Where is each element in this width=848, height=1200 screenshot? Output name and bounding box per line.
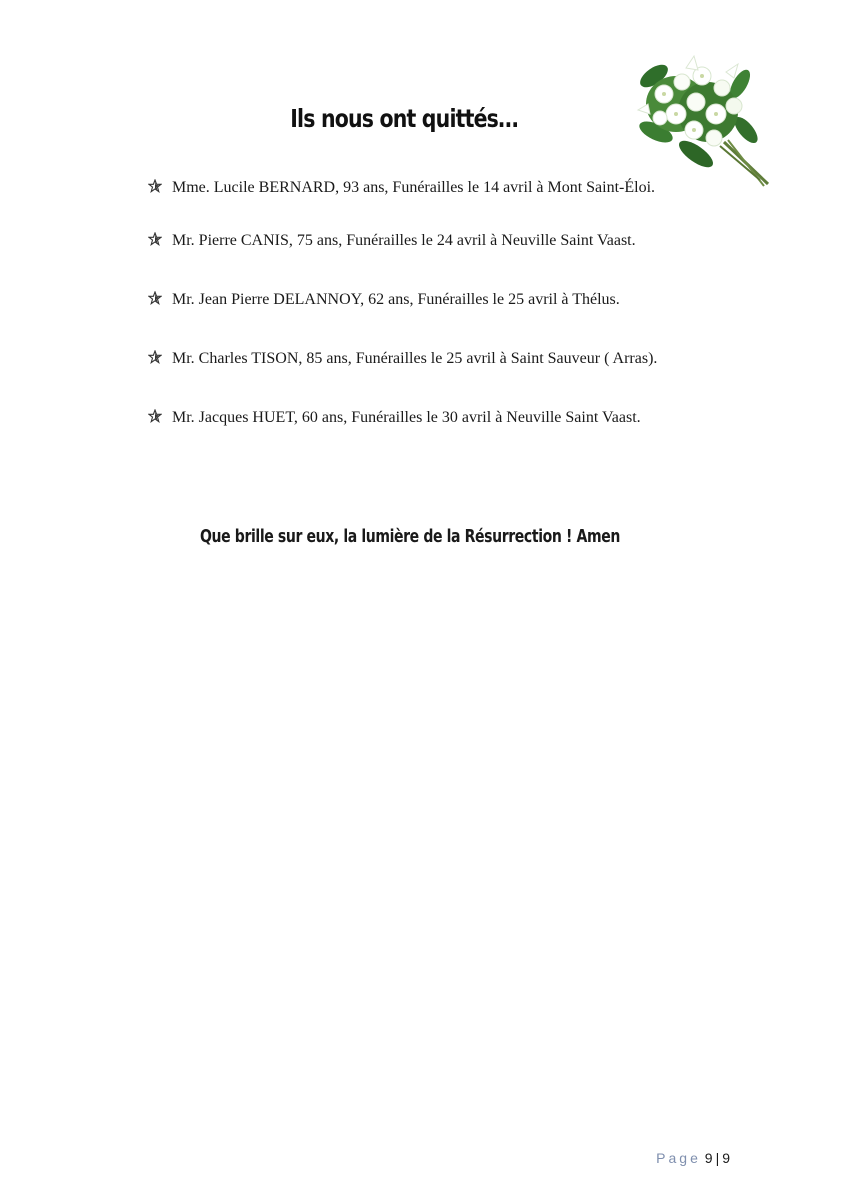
entry-text: Mr. Jacques HUET, 60 ans, Funérailles le 30 avril à Neuville Saint Vaast. [172,409,641,426]
entry-text: Mr. Pierre CANIS, 75 ans, Funérailles le 24 avril à Neuville Saint Vaast. [172,232,636,249]
star-icon [148,409,162,423]
page-footer [656,1150,730,1166]
list-item [148,349,657,369]
list-item [148,290,620,310]
page-title: Ils nous ont quittés… [290,104,518,133]
list-item [148,408,641,428]
star-icon [148,291,162,305]
total-pages-number: 9 [722,1150,730,1166]
current-page-number: 9 [704,1150,713,1166]
flower-bouquet-icon [636,54,776,188]
closing-prayer: Que brille sur eux, la lumière de la Résurrection ! Amen [200,526,620,547]
entry-text: Mme. Lucile BERNARD, 93 ans, Funérailles le 14 avril à Mont Saint-Éloi. [172,179,656,196]
page-label: Page [656,1150,701,1166]
entry-text: Mr. Charles TISON, 85 ans, Funérailles le 25 avril à Saint Sauveur ( Arras). [172,350,658,367]
star-icon [148,350,162,364]
entry-text: Mr. Jean Pierre DELANNOY, 62 ans, Funérailles le 25 avril à Thélus. [172,291,620,308]
star-icon [148,232,162,246]
star-icon [148,179,162,193]
list-item [148,178,655,198]
page-separator: | [715,1150,720,1166]
list-item [148,231,636,251]
